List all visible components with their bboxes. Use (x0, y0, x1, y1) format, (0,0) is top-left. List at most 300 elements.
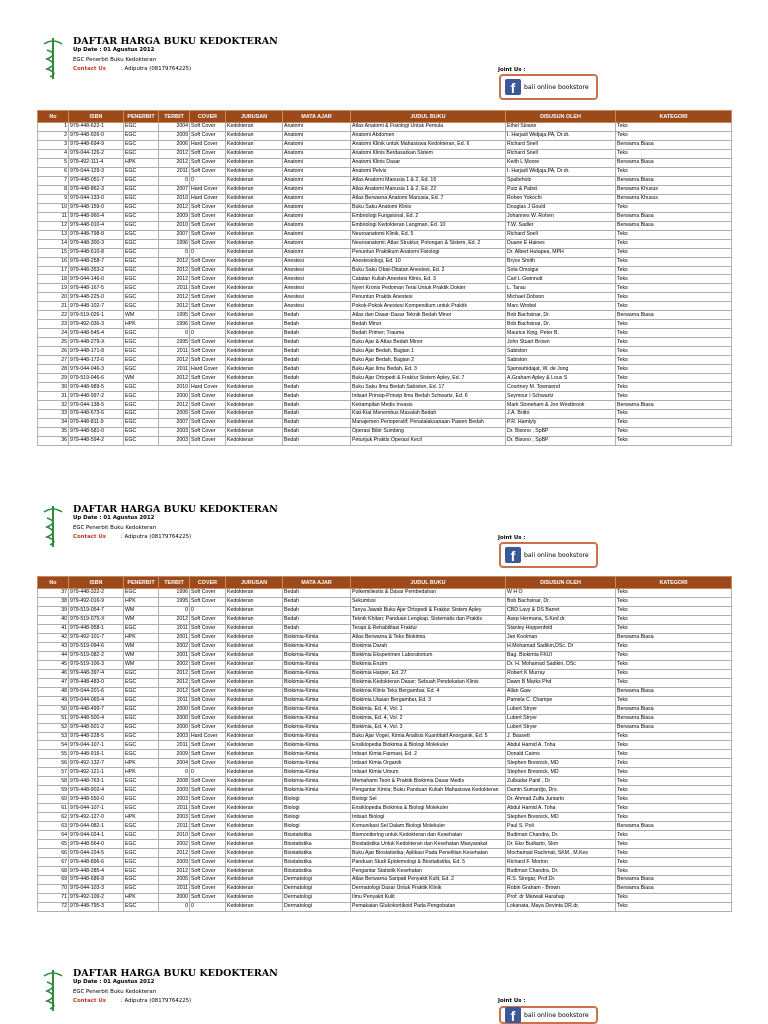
cell-mata-ajar: Bedah (283, 311, 351, 320)
cell-cover: Soft Cover (190, 212, 226, 221)
cell-isbn: 979-519-046-6 (69, 374, 124, 383)
cell-terbit: 2008 (159, 777, 190, 786)
facebook-bookstore-link[interactable] (499, 1006, 598, 1024)
cell-judul-buku: Kiat-Kiat Menembus Masalah Bedah (351, 410, 506, 419)
cell-mata-ajar: Bedah (283, 374, 351, 383)
cell-terbit: 1996 (159, 589, 190, 598)
cell-terbit: 2012 (159, 401, 190, 410)
cell-penerbit: WM (124, 660, 159, 669)
cell-cover: Soft Cover (190, 633, 226, 642)
cell-no: 56 (38, 759, 69, 768)
cell-no: 12 (38, 221, 69, 230)
cell-penerbit: EGC (124, 741, 159, 750)
cell-no: 30 (38, 383, 69, 392)
column-header-penerbit: PENERBIT (124, 577, 159, 589)
cell-penerbit: EGC (124, 678, 159, 687)
cell-no: 65 (38, 840, 69, 849)
cell-judul-buku: Pemakaian Glukokortikoid Pada Pengobatan (351, 902, 506, 911)
cell-disusun-oleh: Dawn B Marks Phd (506, 678, 616, 687)
cell-cover: Soft Cover (190, 158, 226, 167)
cell-terbit: 2000 (159, 893, 190, 902)
cell-cover: Soft Cover (190, 167, 226, 176)
cell-no: 60 (38, 795, 69, 804)
cell-no: 7 (38, 176, 69, 185)
cell-jurusan: Kedokteran (226, 257, 283, 266)
cell-disusun-oleh: I. Harjadi Widjaja,PA, Dr.dr. (506, 167, 616, 176)
cell-kategori: Berwarna Biasa (616, 176, 732, 185)
table-row (38, 705, 732, 714)
cell-terbit: 2010 (159, 194, 190, 203)
cell-penerbit: EGC (124, 338, 159, 347)
cell-mata-ajar: Anatomi (283, 158, 351, 167)
cell-isbn: 979-448-550-0 (69, 795, 124, 804)
cell-terbit: 1995 (159, 338, 190, 347)
cell-cover: Soft Cover (190, 876, 226, 885)
cell-kategori: Teks (616, 777, 732, 786)
cell-penerbit: EGC (124, 284, 159, 293)
cell-kategori: Teks (616, 427, 732, 436)
cell-cover: Soft Cover (190, 741, 226, 750)
cell-mata-ajar: Biokimia-Kimia (283, 750, 351, 759)
cell-jurusan: Kedokteran (226, 167, 283, 176)
cell-disusun-oleh: Dr. Ahmad Zulfa Juniarto (506, 795, 616, 804)
cell-kategori: Berwarna Biasa (616, 401, 732, 410)
cell-disusun-oleh: Michael Dobson (506, 293, 616, 302)
cell-penerbit: EGC (124, 696, 159, 705)
cell-disusun-oleh: Dr. Eko Budiarto, Skm (506, 840, 616, 849)
cell-penerbit: EGC (124, 329, 159, 338)
cell-no: 54 (38, 741, 69, 750)
cell-cover: Hard Cover (190, 194, 226, 203)
cell-penerbit: EGC (124, 849, 159, 858)
cell-kategori: Teks (616, 606, 732, 615)
cell-no: 23 (38, 320, 69, 329)
cell-disusun-oleh: Lubert Stryer (506, 705, 616, 714)
cell-penerbit: EGC (124, 185, 159, 194)
cell-isbn: 979-448-902-4 (69, 786, 124, 795)
cell-judul-buku: Buku Saku Obat-Obatan Anestesi, Ed. 2 (351, 266, 506, 275)
cell-penerbit: WM (124, 374, 159, 383)
column-header-cover: COVER (190, 111, 226, 123)
cell-cover: Soft Cover (190, 401, 226, 410)
cell-terbit: 2011 (159, 624, 190, 633)
publisher-name: EGC Penerbit Buku Kedokteran (73, 57, 157, 63)
cell-no: 9 (38, 194, 69, 203)
cell-judul-buku: Biokimia Darah (351, 642, 506, 651)
cell-mata-ajar: Biokimia-Kimia (283, 669, 351, 678)
cell-kategori: Teks (616, 418, 732, 427)
cell-no: 14 (38, 239, 69, 248)
cell-mata-ajar: Biologi (283, 804, 351, 813)
cell-no: 24 (38, 329, 69, 338)
cell-no: 68 (38, 867, 69, 876)
cell-penerbit: EGC (124, 383, 159, 392)
cell-judul-buku: Petunjuk Praktis Operasi Kecil (351, 436, 506, 445)
cell-jurusan: Kedokteran (226, 418, 283, 427)
table-row (38, 669, 732, 678)
cell-mata-ajar: Bedah (283, 347, 351, 356)
cell-kategori: Teks (616, 732, 732, 741)
cell-mata-ajar: Biokimia-Kimia (283, 759, 351, 768)
cell-kategori: Teks (616, 293, 732, 302)
table-row (38, 410, 732, 419)
cell-isbn: 979-448-353-2 (69, 266, 124, 275)
cell-cover: Soft Cover (190, 714, 226, 723)
cell-cover: Soft Cover (190, 786, 226, 795)
cell-isbn: 979-448-795-3 (69, 902, 124, 911)
cell-jurusan: Kedokteran (226, 651, 283, 660)
cell-disusun-oleh: Zulbadar Panil , Dr (506, 777, 616, 786)
cell-cover: Hard Cover (190, 185, 226, 194)
cell-mata-ajar: Dermatologi (283, 876, 351, 885)
cell-judul-buku: Atlas Berwarna & Teks Biokimia (351, 633, 506, 642)
table-row (38, 633, 732, 642)
cell-jurusan: Kedokteran (226, 212, 283, 221)
table-row (38, 651, 732, 660)
caduceus-logo-icon (40, 504, 66, 548)
cell-terbit: 2003 (159, 795, 190, 804)
cell-judul-buku: Buku Ajar Bedah, Bagian 2 (351, 356, 506, 365)
cell-cover: 0 (190, 248, 226, 257)
column-header-mata-ajar: MATA AJAR (283, 111, 351, 123)
cell-no: 48 (38, 687, 69, 696)
cell-isbn: 979-044-065-4 (69, 696, 124, 705)
cell-isbn: 979-448-686-8 (69, 876, 124, 885)
cell-disusun-oleh: Richard Snell (506, 149, 616, 158)
cell-disusun-oleh: Robert K Murray (506, 669, 616, 678)
cell-jurusan: Kedokteran (226, 669, 283, 678)
cell-no: 42 (38, 633, 69, 642)
facebook-icon: f (505, 1007, 521, 1023)
cell-disusun-oleh: Stanley Hoppenfeld (506, 624, 616, 633)
cell-judul-buku: Biomonitoring untuk Kedokteran dan Kesehatan (351, 831, 506, 840)
cell-cover: Hard Cover (190, 732, 226, 741)
cell-no: 5 (38, 158, 69, 167)
cell-isbn: 979-448-172-6 (69, 356, 124, 365)
column-header-terbit: TERBIT (159, 577, 190, 589)
cell-cover: Soft Cover (190, 804, 226, 813)
cell-judul-buku: Memahami Teori & Praktik Biokimia Dasar Medis (351, 777, 506, 786)
cell-no: 72 (38, 902, 69, 911)
table-row (38, 338, 732, 347)
cell-jurusan: Kedokteran (226, 436, 283, 445)
cell-isbn: 979-044-133-0 (69, 194, 124, 203)
table-row (38, 831, 732, 840)
cell-jurusan: Kedokteran (226, 392, 283, 401)
cell-cover: Soft Cover (190, 597, 226, 606)
cell-judul-buku: Biostatistika Untuk Kedokteran dan Kesehatan Masyarakat (351, 840, 506, 849)
cell-penerbit: EGC (124, 392, 159, 401)
cell-jurusan: Kedokteran (226, 185, 283, 194)
cell-isbn: 979-448-159-0 (69, 203, 124, 212)
cell-no: 41 (38, 624, 69, 633)
cell-terbit: 2011 (159, 696, 190, 705)
cell-isbn: 979-448-673-6 (69, 410, 124, 419)
caduceus-logo-icon (40, 968, 66, 1012)
cell-jurusan: Kedokteran (226, 768, 283, 777)
cell-terbit: 2009 (159, 212, 190, 221)
cell-jurusan: Kedokteran (226, 158, 283, 167)
cell-terbit: 2000 (159, 705, 190, 714)
cell-terbit: 2001 (159, 651, 190, 660)
cell-cover: Hard Cover (190, 365, 226, 374)
cell-disusun-oleh: Carl L Gwinnutt (506, 275, 616, 284)
cell-isbn: 979-044-024-1 (69, 831, 124, 840)
cell-no: 18 (38, 275, 69, 284)
facebook-bookstore-link[interactable] (499, 74, 598, 100)
cell-isbn: 979-044-107-1 (69, 741, 124, 750)
cell-penerbit: EGC (124, 669, 159, 678)
cell-judul-buku: Intisari Biologi (351, 813, 506, 822)
cell-terbit: 0 (159, 606, 190, 615)
cell-kategori: Teks (616, 356, 732, 365)
cell-judul-buku: Biokimia, Ed. 4, Vol. 2 (351, 714, 506, 723)
cell-mata-ajar: Anatomi (283, 167, 351, 176)
cell-mata-ajar: Biostatistika (283, 867, 351, 876)
cell-isbn: 979-448-610-8 (69, 248, 124, 257)
table-row (38, 876, 732, 885)
cell-jurusan: Kedokteran (226, 822, 283, 831)
cell-jurusan: Kedokteran (226, 365, 283, 374)
cell-jurusan: Kedokteran (226, 660, 283, 669)
cell-terbit: 2012 (159, 266, 190, 275)
cell-isbn: 979-492-109-2 (69, 893, 124, 902)
table-row (38, 320, 732, 329)
cell-jurusan: Kedokteran (226, 732, 283, 741)
cell-judul-buku: Buku Ajar Biostatistika; Aplikasi Pada Penelitian Kesehatan (351, 849, 506, 858)
cell-disusun-oleh: Damin Sumardjo, Drs. (506, 786, 616, 795)
table-row (38, 436, 732, 445)
cell-terbit: 2001 (159, 633, 190, 642)
cell-disusun-oleh: Richard F. Morton (506, 858, 616, 867)
table-row (38, 293, 732, 302)
cell-disusun-oleh: Dr. Bisono , SpBP (506, 427, 616, 436)
cell-mata-ajar: Biokimia-Kimia (283, 723, 351, 732)
cell-isbn: 979-492-127-0 (69, 813, 124, 822)
cell-mata-ajar: Bedah (283, 436, 351, 445)
cell-kategori: Teks (616, 302, 732, 311)
cell-disusun-oleh: Bob Bachsinar, Dr. (506, 311, 616, 320)
cell-jurusan: Kedokteran (226, 893, 283, 902)
cell-no: 44 (38, 651, 69, 660)
cell-kategori: Berwarna Biasa (616, 633, 732, 642)
cell-jurusan: Kedokteran (226, 795, 283, 804)
cell-penerbit: EGC (124, 804, 159, 813)
cell-disusun-oleh: Allan Gaw (506, 687, 616, 696)
cell-judul-buku: Ketrampilan Medis Invasis (351, 401, 506, 410)
cell-terbit: 0 (159, 768, 190, 777)
cell-isbn: 979-044-082-1 (69, 822, 124, 831)
cell-no: 62 (38, 813, 69, 822)
cell-disusun-oleh: Bob Bachsinar, Dr. (506, 597, 616, 606)
cell-terbit: 2011 (159, 347, 190, 356)
cell-judul-buku: Sekumissi (351, 597, 506, 606)
cell-penerbit: HPK (124, 597, 159, 606)
column-header-no: No (38, 111, 69, 123)
column-header-kategori: KATEGORI (616, 577, 732, 589)
cell-mata-ajar: Bedah (283, 427, 351, 436)
cell-cover: Soft Cover (190, 813, 226, 822)
cell-cover: Soft Cover (190, 123, 226, 132)
join-us-label: Joint Us : (498, 535, 526, 541)
cell-disusun-oleh: Budiman Chandra, Dr. (506, 867, 616, 876)
cell-no: 4 (38, 149, 69, 158)
cell-kategori: Teks (616, 642, 732, 651)
facebook-bookstore-link[interactable] (499, 542, 598, 568)
cell-judul-buku: Catatan Kuliah Anestesi Klinis, Ed. 3 (351, 275, 506, 284)
cell-disusun-oleh: Stephen Bresnick, MD (506, 759, 616, 768)
cell-terbit: 2000 (159, 392, 190, 401)
cell-cover: Soft Cover (190, 266, 226, 275)
table-row (38, 356, 732, 365)
cell-no: 1 (38, 123, 69, 132)
cell-penerbit: HPK (124, 633, 159, 642)
cell-penerbit: EGC (124, 732, 159, 741)
cell-penerbit: EGC (124, 902, 159, 911)
cell-no: 52 (38, 723, 69, 732)
cell-mata-ajar: Biokimia-Kimia (283, 678, 351, 687)
cell-no: 26 (38, 347, 69, 356)
cell-terbit: 2009 (159, 750, 190, 759)
table-row (38, 221, 732, 230)
cell-cover: Soft Cover (190, 822, 226, 831)
cell-jurusan: Kedokteran (226, 356, 283, 365)
cell-no: 45 (38, 660, 69, 669)
cell-kategori: Berwarna Biasa (616, 311, 732, 320)
cell-cover: 0 (190, 606, 226, 615)
cell-judul-buku: Terapi & Rehabilitasi Fraktur (351, 624, 506, 633)
cell-isbn: 979-448-694-9 (69, 140, 124, 149)
cell-judul-buku: Bedah Minor (351, 320, 506, 329)
cell-disusun-oleh: Dr. Bisono , SpBP (506, 436, 616, 445)
cell-jurusan: Kedokteran (226, 840, 283, 849)
cell-cover: Soft Cover (190, 410, 226, 419)
cell-kategori: Teks (616, 338, 732, 347)
table-row (38, 893, 732, 902)
cell-mata-ajar: Anestesi (283, 275, 351, 284)
cell-judul-buku: Biokimia Kedokteran Dasar; Sebuah Pendekatan Klinis (351, 678, 506, 687)
cell-penerbit: EGC (124, 194, 159, 203)
cell-cover: Soft Cover (190, 795, 226, 804)
table-header-row (38, 111, 732, 123)
cell-cover: 0 (190, 176, 226, 185)
cell-terbit: 2004 (159, 123, 190, 132)
cell-isbn: 979-519-106-3 (69, 660, 124, 669)
cell-no: 50 (38, 705, 69, 714)
cell-cover: Soft Cover (190, 723, 226, 732)
cell-mata-ajar: Anatomi (283, 123, 351, 132)
cell-terbit: 2012 (159, 687, 190, 696)
cell-terbit: 2003 (159, 427, 190, 436)
cell-kategori: Teks (616, 795, 732, 804)
cell-no: 46 (38, 669, 69, 678)
cell-isbn: 979-492-121-1 (69, 768, 124, 777)
column-header-isbn: ISBN (69, 111, 124, 123)
cell-mata-ajar: Bedah (283, 418, 351, 427)
cell-jurusan: Kedokteran (226, 884, 283, 893)
cell-judul-buku: Biokimia Klinis Teks Bergambar, Ed. 4 (351, 687, 506, 696)
cell-judul-buku: Buku Ajar Ortopedi & Fraktur Sistem Apley, Ed. 7 (351, 374, 506, 383)
cell-disusun-oleh: L. Tarau (506, 284, 616, 293)
cell-kategori: Berwarna Biasa (616, 705, 732, 714)
cell-mata-ajar: Bedah (283, 320, 351, 329)
table-row (38, 902, 732, 911)
cell-disusun-oleh: Prof. dr Marwali Harahap (506, 893, 616, 902)
cell-penerbit: EGC (124, 858, 159, 867)
cell-jurusan: Kedokteran (226, 123, 283, 132)
cell-disusun-oleh: Duane E Haines (506, 239, 616, 248)
cell-mata-ajar: Anatomi (283, 230, 351, 239)
cell-penerbit: EGC (124, 266, 159, 275)
cell-judul-buku: Atlas Anatomi Manusia 1 & 2, Ed. 16 (351, 176, 506, 185)
cell-judul-buku: Pengantar Statistik Kesehatan (351, 867, 506, 876)
cell-terbit: 2012 (159, 257, 190, 266)
cell-disusun-oleh: Bob Bachsinar, Dr. (506, 320, 616, 329)
cell-jurusan: Kedokteran (226, 876, 283, 885)
cell-jurusan: Kedokteran (226, 275, 283, 284)
cell-terbit: 2011 (159, 365, 190, 374)
cell-terbit: 2002 (159, 660, 190, 669)
cell-cover: Soft Cover (190, 131, 226, 140)
cell-penerbit: EGC (124, 786, 159, 795)
cell-isbn: 979-448-997-2 (69, 392, 124, 401)
cell-disusun-oleh: Sota Omoigui (506, 266, 616, 275)
cell-kategori: Teks (616, 786, 732, 795)
cell-judul-buku: Buku Ajar & Atlas Bedah Minor (351, 338, 506, 347)
caduceus-logo-icon (40, 36, 66, 80)
cell-terbit: 2010 (159, 831, 190, 840)
cell-disusun-oleh: Mark Stoneham & Jon Westbrook (506, 401, 616, 410)
cell-no: 43 (38, 642, 69, 651)
table-row (38, 230, 732, 239)
cell-jurusan: Kedokteran (226, 248, 283, 257)
cell-disusun-oleh: Asep Hermana, S.Ked dr. (506, 615, 616, 624)
cell-terbit: 2012 (159, 849, 190, 858)
table-row (38, 149, 732, 158)
cell-terbit: 2005 (159, 876, 190, 885)
cell-isbn: 979-519-075-X (69, 615, 124, 624)
cell-jurusan: Kedokteran (226, 687, 283, 696)
cell-mata-ajar: Bedah (283, 329, 351, 338)
cell-jurusan: Kedokteran (226, 203, 283, 212)
table-row (38, 884, 732, 893)
cell-cover: Soft Cover (190, 302, 226, 311)
cell-kategori: Teks (616, 867, 732, 876)
cell-terbit: 2003 (159, 813, 190, 822)
cell-penerbit: EGC (124, 867, 159, 876)
cell-judul-buku: Biokimia, Ed. 4, Vol. 1 (351, 705, 506, 714)
table-row (38, 158, 732, 167)
cell-mata-ajar: Bedah (283, 624, 351, 633)
cell-jurusan: Kedokteran (226, 140, 283, 149)
table-row (38, 678, 732, 687)
table-row (38, 302, 732, 311)
cell-no: 25 (38, 338, 69, 347)
cell-penerbit: EGC (124, 257, 159, 266)
cell-judul-buku: Atlas Anatomi Manusia 1 & 2, Ed. 22 (351, 185, 506, 194)
cell-terbit: 1995 (159, 311, 190, 320)
cell-isbn: 979-448-960-4 (69, 212, 124, 221)
cell-penerbit: WM (124, 651, 159, 660)
cell-no: 40 (38, 615, 69, 624)
cell-judul-buku: Manajemen Perioperatif; Penatalaksanaan Pasien Bedah (351, 418, 506, 427)
cell-penerbit: HPK (124, 893, 159, 902)
cell-penerbit: EGC (124, 822, 159, 831)
cell-jurusan: Kedokteran (226, 849, 283, 858)
cell-penerbit: EGC (124, 230, 159, 239)
cell-cover: Soft Cover (190, 831, 226, 840)
cell-cover: Soft Cover (190, 669, 226, 678)
